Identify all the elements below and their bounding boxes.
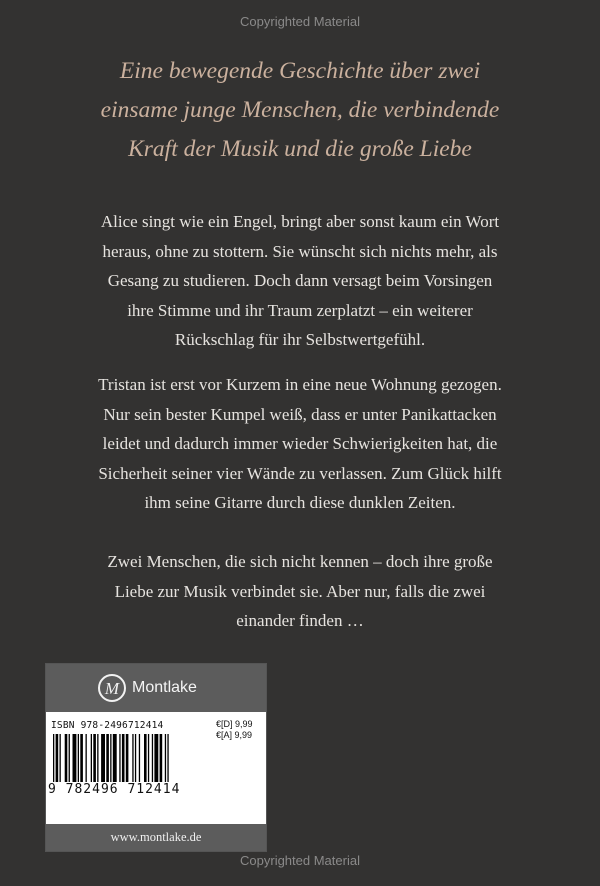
- barcode-bar: [73, 734, 77, 782]
- barcode-bars: [51, 734, 211, 782]
- barcode-bar: [97, 734, 98, 782]
- price-box: [216, 719, 253, 741]
- text-line: Alice singt wie ein Engel, bringt aber sonst kaum ein Wort: [100, 212, 500, 231]
- barcode-bar: [86, 734, 87, 782]
- price-at: €[A] 9,99: [216, 730, 253, 740]
- text-line: heraus, ohne zu stottern. Sie wünscht sich nichts mehr, als: [102, 241, 498, 261]
- barcode-bar: [154, 734, 158, 782]
- barcode-bar: [139, 734, 140, 782]
- watermark-top: Copyrighted Material: [240, 14, 360, 29]
- barcode-bar: [135, 734, 136, 782]
- blurb-paragraph-tristan: [30, 370, 570, 518]
- text-line: Tristan ist erst vor Kurzem in eine neue Wohnung gezogen.: [98, 375, 502, 394]
- price-de: €[D] 9,99: [216, 719, 253, 729]
- watermark-bottom: Copyrighted Material: [240, 853, 360, 868]
- text-line: Zwei Menschen, die sich nicht kennen – doch ihre große: [107, 552, 493, 571]
- barcode-bar: [106, 734, 109, 782]
- barcode-bar: [91, 734, 92, 782]
- barcode-bar: [165, 734, 166, 782]
- text-line: Sicherheit seiner vier Wände zu verlassen. Zum Glück hilft: [98, 463, 502, 483]
- barcode-bar: [119, 734, 120, 782]
- barcode-bar: [148, 734, 149, 782]
- blurb-paragraph-alice: [30, 207, 570, 355]
- text-line: Gesang zu studieren. Doch dann versagt beim Vorsingen: [107, 271, 493, 291]
- publisher-name: Montlake: [132, 679, 197, 696]
- barcode-bar: [60, 734, 61, 782]
- text-line: Rückschlag für ihr Selbstwertgefühl.: [174, 330, 426, 350]
- tagline: [0, 52, 600, 169]
- publisher-bar: [46, 664, 266, 712]
- montlake-logo-icon: M: [98, 674, 126, 702]
- isbn-label: ISBN 978-2496712414: [51, 720, 164, 731]
- barcode-bar: [160, 734, 163, 782]
- barcode-bar: [69, 734, 70, 782]
- barcode-bar: [65, 734, 68, 782]
- barcode-bar: [101, 734, 105, 782]
- barcode-number: 9 782496 712414: [48, 782, 181, 797]
- publisher-website: www.montlake.de: [46, 824, 266, 851]
- barcode-bar: [132, 734, 133, 782]
- barcode-bar: [113, 734, 117, 782]
- tagline-line: Kraft der Musik und die große Liebe: [128, 136, 472, 162]
- barcode-bar: [167, 734, 168, 782]
- barcode-bar: [152, 734, 153, 782]
- text-line: Nur sein bester Kumpel weiß, dass er unter Panikattacken: [103, 404, 497, 424]
- text-line: ihre Stimme und ihr Traum zerplatzt – ein weiterer: [127, 300, 473, 320]
- barcode-bar: [93, 734, 96, 782]
- text-line: einander finden …: [236, 611, 364, 631]
- blurb-paragraph-closing: [30, 547, 570, 636]
- barcode-bar: [80, 734, 83, 782]
- barcode-bar: [78, 734, 79, 782]
- barcode-bar: [56, 734, 59, 782]
- text-line: ihm seine Gitarre durch diese dunklen Zeiten.: [144, 493, 456, 513]
- barcode-bar: [53, 734, 54, 782]
- text-line: leidet und dadurch immer wieder Schwierigkeiten hat, die: [102, 434, 498, 454]
- tagline-line: Eine bewegende Geschichte über zwei: [119, 58, 481, 84]
- barcode-bar: [110, 734, 111, 782]
- tagline-line: einsame junge Menschen, die verbindende: [100, 97, 500, 123]
- barcode-panel: [45, 663, 267, 852]
- barcode-bar: [122, 734, 125, 782]
- text-line: Liebe zur Musik verbindet sie. Aber nur, falls die zwei: [114, 581, 486, 601]
- barcode-bar: [144, 734, 147, 782]
- barcode-bar: [126, 734, 129, 782]
